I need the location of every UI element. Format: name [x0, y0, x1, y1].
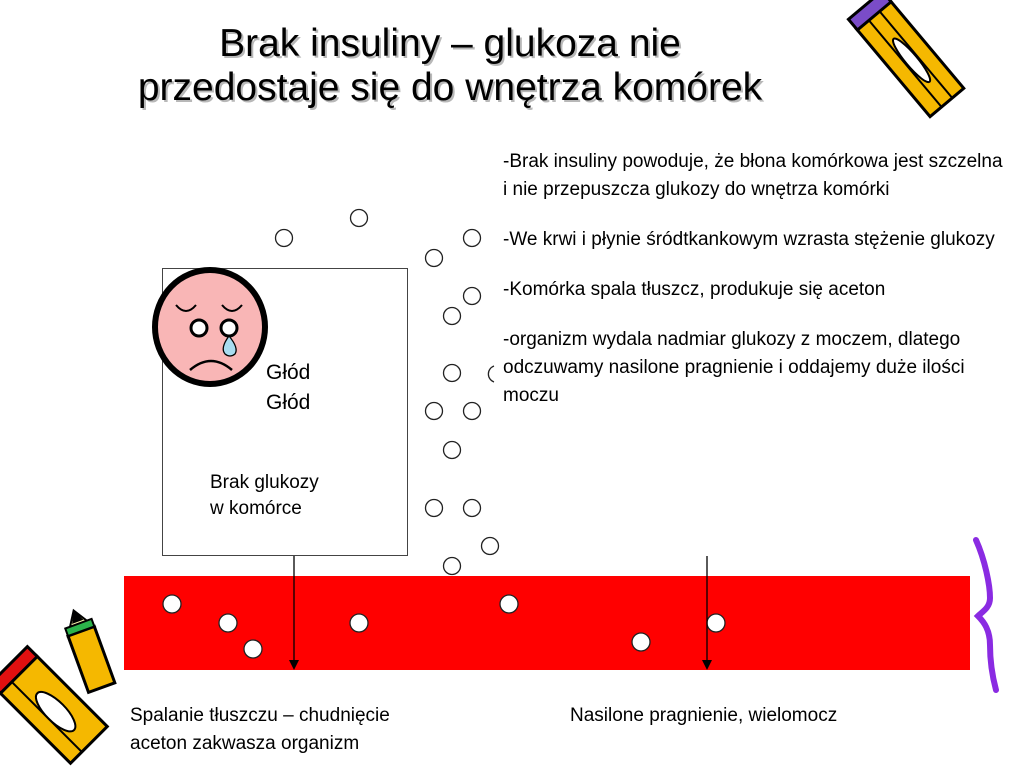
no-glucose-line-1: Brak glukozy: [210, 472, 319, 493]
glucose-molecule: [482, 538, 499, 555]
caption-line-1: Spalanie tłuszczu – chudnięcie: [130, 705, 390, 726]
title-line-2: przedostaje się do wnętrza komórek: [137, 66, 763, 109]
glucose-molecule: [426, 500, 443, 517]
pencil-clipart-icon: [848, 0, 963, 117]
no-glucose-line-2: w komórce: [210, 498, 302, 519]
glucose-molecule: [464, 500, 481, 517]
glucose-molecule: [426, 403, 443, 420]
note-item: -organizm wydala nadmiar glukozy z moczem, dlatego odczuwamy nasilone pragnienie i oddajemy duże ilości moczu: [503, 329, 965, 406]
note-item: -Brak insuliny powoduje, że błona komórkowa jest szczelna i nie przepuszcza glukozy do wnętrza komórki: [503, 151, 1003, 200]
glucose-molecule: [464, 288, 481, 305]
hunger-line-2: Głód: [266, 391, 311, 414]
glucose-molecule: [219, 614, 237, 632]
caption-line-2: aceton zakwasza organizm: [130, 733, 360, 754]
glucose-molecule: [244, 640, 262, 658]
no-glucose-label: [210, 470, 319, 522]
hunger-label: [266, 358, 310, 418]
note-item: -We krwi i płynie śródtkankowym wzrasta stężenie glukozy: [503, 229, 995, 250]
glucose-in-blood: [163, 595, 725, 658]
glucose-molecule: [426, 250, 443, 267]
title-line-1: Brak insuliny – glukoza nie: [219, 22, 681, 65]
glucose-molecule: [632, 633, 650, 651]
glucose-molecule: [163, 595, 181, 613]
pencil-clipart-icon: [0, 606, 115, 764]
glucose-molecule: [444, 558, 461, 575]
hunger-line-1: Głód: [266, 361, 311, 384]
fat-burning-caption: [130, 702, 390, 758]
glucose-molecule: [276, 230, 293, 247]
polyuria-caption: Nasilone pragnienie, wielomocz: [570, 705, 838, 726]
note-item: -Komórka spala tłuszcz, produkuje się aceton: [503, 279, 886, 300]
glucose-molecule: [444, 442, 461, 459]
glucose-molecule: [444, 365, 461, 382]
glucose-molecule: [351, 210, 368, 227]
glucose-molecule-partial: [488, 366, 494, 382]
glucose-molecule: [464, 403, 481, 420]
arrows: [289, 556, 712, 670]
glucose-molecule: [707, 614, 725, 632]
glucose-molecule: [444, 308, 461, 325]
brace-decoration: [976, 540, 996, 690]
glucose-molecule: [350, 614, 368, 632]
glucose-molecule: [500, 595, 518, 613]
glucose-molecule: [464, 230, 481, 247]
sad-face-icon: [155, 270, 265, 384]
